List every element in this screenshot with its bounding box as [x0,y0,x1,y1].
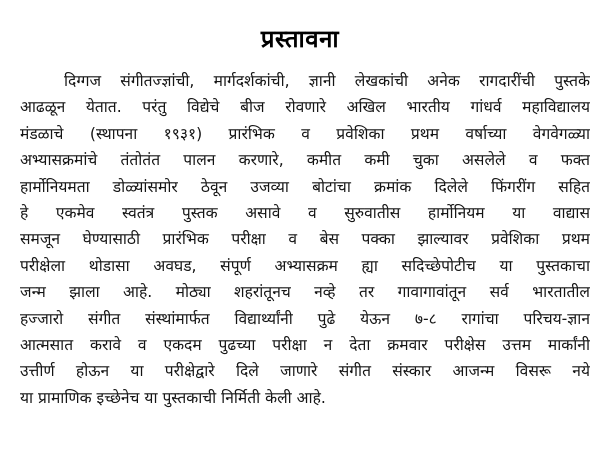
paragraph-line: आत्मसात करावे व एकदम पुढच्या परीक्षा न देता क्रमवार परीक्षेस उत्तम मार्कांनी [20,335,590,354]
paragraph-line: समजून घेण्यासाठी प्रारंभिक परीक्षा व बेस पक्का झाल्यावर प्रवेशिका प्रथम [20,230,590,249]
paragraph-line: या प्रामाणिक इच्छेनेच या पुस्तकाची निर्मिती केली आहे. [20,388,326,407]
paragraph-line: परीक्षेला थोडासा अवघड, संपूर्ण अभ्यासक्रम ह्या सदिच्छेपोटीच या पुस्तकाचा [20,256,590,275]
paragraph-line: आढळून येतात. परंतु विद्येचे बीज रोवणारे अखिल भारतीय गांधर्व महाविद्यालय [20,98,590,117]
paragraph-line: मंडळाचे (स्थापना १९३१) प्रारंभिक व प्रवेशिका प्रथम वर्षाच्या वेगवेगळ्या [20,124,590,143]
paragraph-line: हज्जारो संगीत संस्थांमार्फत विद्यार्थ्यांनी पुढे येऊन ७-८ रागांचा परिचय-ज्ञान [20,309,590,328]
paragraph-line: अभ्यासक्रमांचे तंतोतंत पालन करणारे, कमीत कमी चुका असलेले व फक्त [20,151,590,170]
paragraph-line: दिग्गज संगीतज्ज्ञांची, मार्गदर्शकांची, ज्ञानी लेखकांची अनेक रागदारींची पुस्तके [64,72,590,90]
paragraph-line: उत्तीर्ण होऊन या परीक्षेद्वारे दिले जाणारे संगीत संस्कार आजन्म विसरू नये [20,362,590,381]
document-title: प्रस्तावना [260,25,340,53]
paragraph-line: हे एकमेव स्वतंत्र पुस्तक असावे व सुरुवातीस हार्मोनियम या वाद्यास [20,203,590,222]
paragraph-line: जन्म झाला आहे. मोठ्या शहरांतूनच नव्हे तर गावागावांतून सर्व भारतातील [20,283,590,302]
preface-paragraph [20,68,590,411]
paragraph-line: हार्मोनियमता डोळ्यांसमोर ठेवून उजव्या बोटांचा क्रमांक दिलेले फिंगरींग सहित [20,177,590,196]
